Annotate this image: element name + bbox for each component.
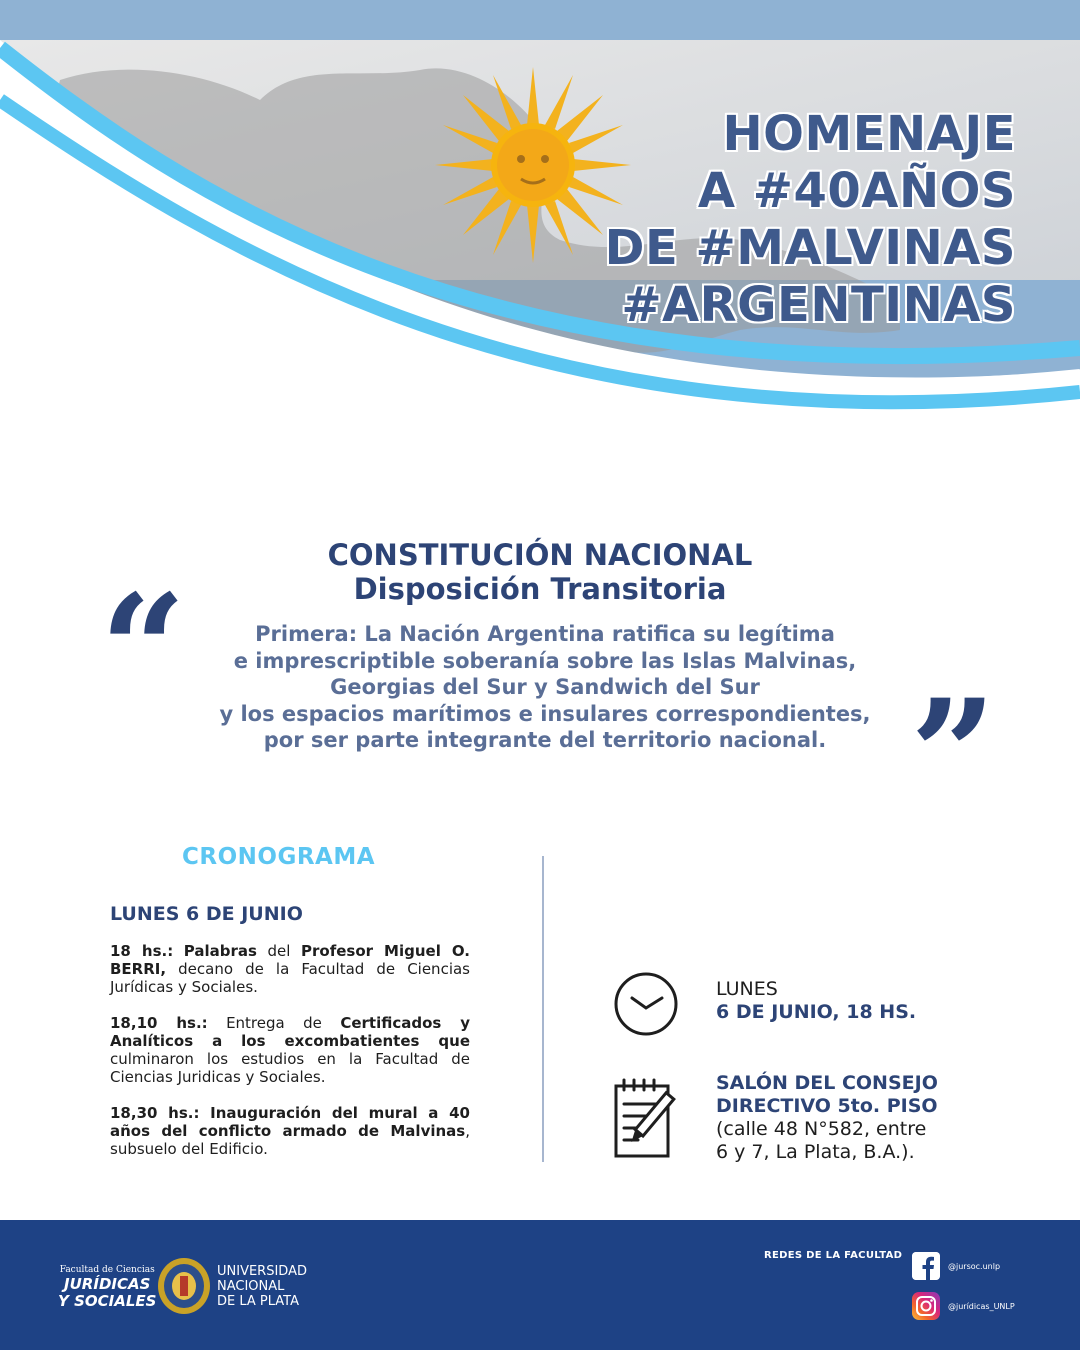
schedule-title: CRONOGRAMA [182,844,376,870]
unlp-line1: UNIVERSIDAD [217,1264,307,1279]
sun-of-may-icon [435,67,631,263]
faculty-logo-line1: JURÍDICAS [64,1275,151,1293]
schedule-bold: Profesor Miguel O. BERRI, [110,942,470,978]
facebook-icon[interactable] [912,1252,940,1280]
quote-line: Georgias del Sur y Sandwich del Sur [330,675,760,699]
quote-line: y los espacios marítimos e insulares correspondientes, [219,701,871,726]
schedule-time: 18 hs.: [110,942,174,960]
social-label: REDES DE LA FACULTAD [764,1250,903,1261]
schedule-item [110,1014,470,1086]
hero-title-line: A #40AÑOS [697,163,1016,219]
schedule-time: 18,10 hs.: [110,1014,208,1032]
unlp-logo-text [217,1264,307,1309]
event-when-day: LUNES [716,978,778,1000]
column-divider [542,856,544,1162]
facebook-handle[interactable]: @jursoc.unlp [948,1262,1001,1271]
schedule-text: culminaron los estudios en la Facultad de Ciencias Juridicas y Sociales. [110,1050,470,1086]
clock-icon [612,970,680,1038]
schedule-item [110,1104,470,1158]
schedule-bold: Certificados y Analíticos a los excombatientes que [110,1014,470,1050]
instagram-handle[interactable]: @jurídicas_UNLP [948,1302,1015,1311]
event-where-room: SALÓN DEL CONSEJO [716,1072,938,1094]
unlp-line3: DE LA PLATA [217,1294,300,1309]
schedule-time: 18,30 hs.: [110,1104,200,1122]
unlp-seal-icon [156,1256,212,1316]
unlp-line2: NACIONAL [217,1279,285,1294]
constitution-quote [150,621,940,754]
quote-line: Primera: La Nación Argentina ratifica su legítima [255,622,835,646]
close-quote-icon: ” [910,667,997,843]
hero-title-line: HOMENAJE [722,106,1016,162]
quote-line: e imprescriptible soberanía sobre las Islas Malvinas, [233,648,857,673]
event-when-date: 6 DE JUNIO, 18 HS. [716,1001,917,1023]
open-quote-icon: “ [100,562,187,738]
event-where-floor: DIRECTIVO 5to. PISO [716,1095,938,1117]
constitution-subtitle: Disposición Transitoria [353,572,727,606]
faculty-logo [58,1264,156,1310]
footer [0,1220,1080,1350]
notepad-pencil-icon [612,1078,692,1160]
schedule-day: LUNES 6 DE JUNIO [110,903,303,925]
schedule-text: , subsuelo del Edificio. [110,1122,470,1158]
hero-title-line: #ARGENTINAS [621,277,1016,333]
event-where-city: 6 y 7, La Plata, B.A.). [716,1141,915,1163]
schedule-text: del [256,942,302,960]
instagram-icon[interactable] [912,1292,940,1320]
event-where [716,1072,938,1164]
faculty-logo-small: Facultad de Ciencias [59,1265,155,1275]
schedule-bold: Inauguración del mural a 40 años del conflicto armado de Malvinas [110,1104,470,1140]
constitution-title: CONSTITUCIÓN NACIONAL [327,538,753,572]
schedule-text: Entrega de [207,1014,341,1032]
schedule-text: decano de la Facultad de Ciencias Jurídicas y Sociales. [110,960,470,996]
event-where-address: (calle 48 N°582, entre [716,1118,927,1140]
quote-line: por ser parte integrante del territorio nacional. [263,728,827,752]
event-when [716,978,916,1024]
faculty-logo-line2: Y SOCIALES [58,1292,157,1310]
hero-banner [0,0,1080,460]
schedule-list [110,942,470,1176]
schedule-item [110,942,470,996]
hero-title [605,106,1016,334]
schedule-bold: Palabras [183,942,257,960]
hero-title-line: DE #MALVINAS [604,220,1016,276]
